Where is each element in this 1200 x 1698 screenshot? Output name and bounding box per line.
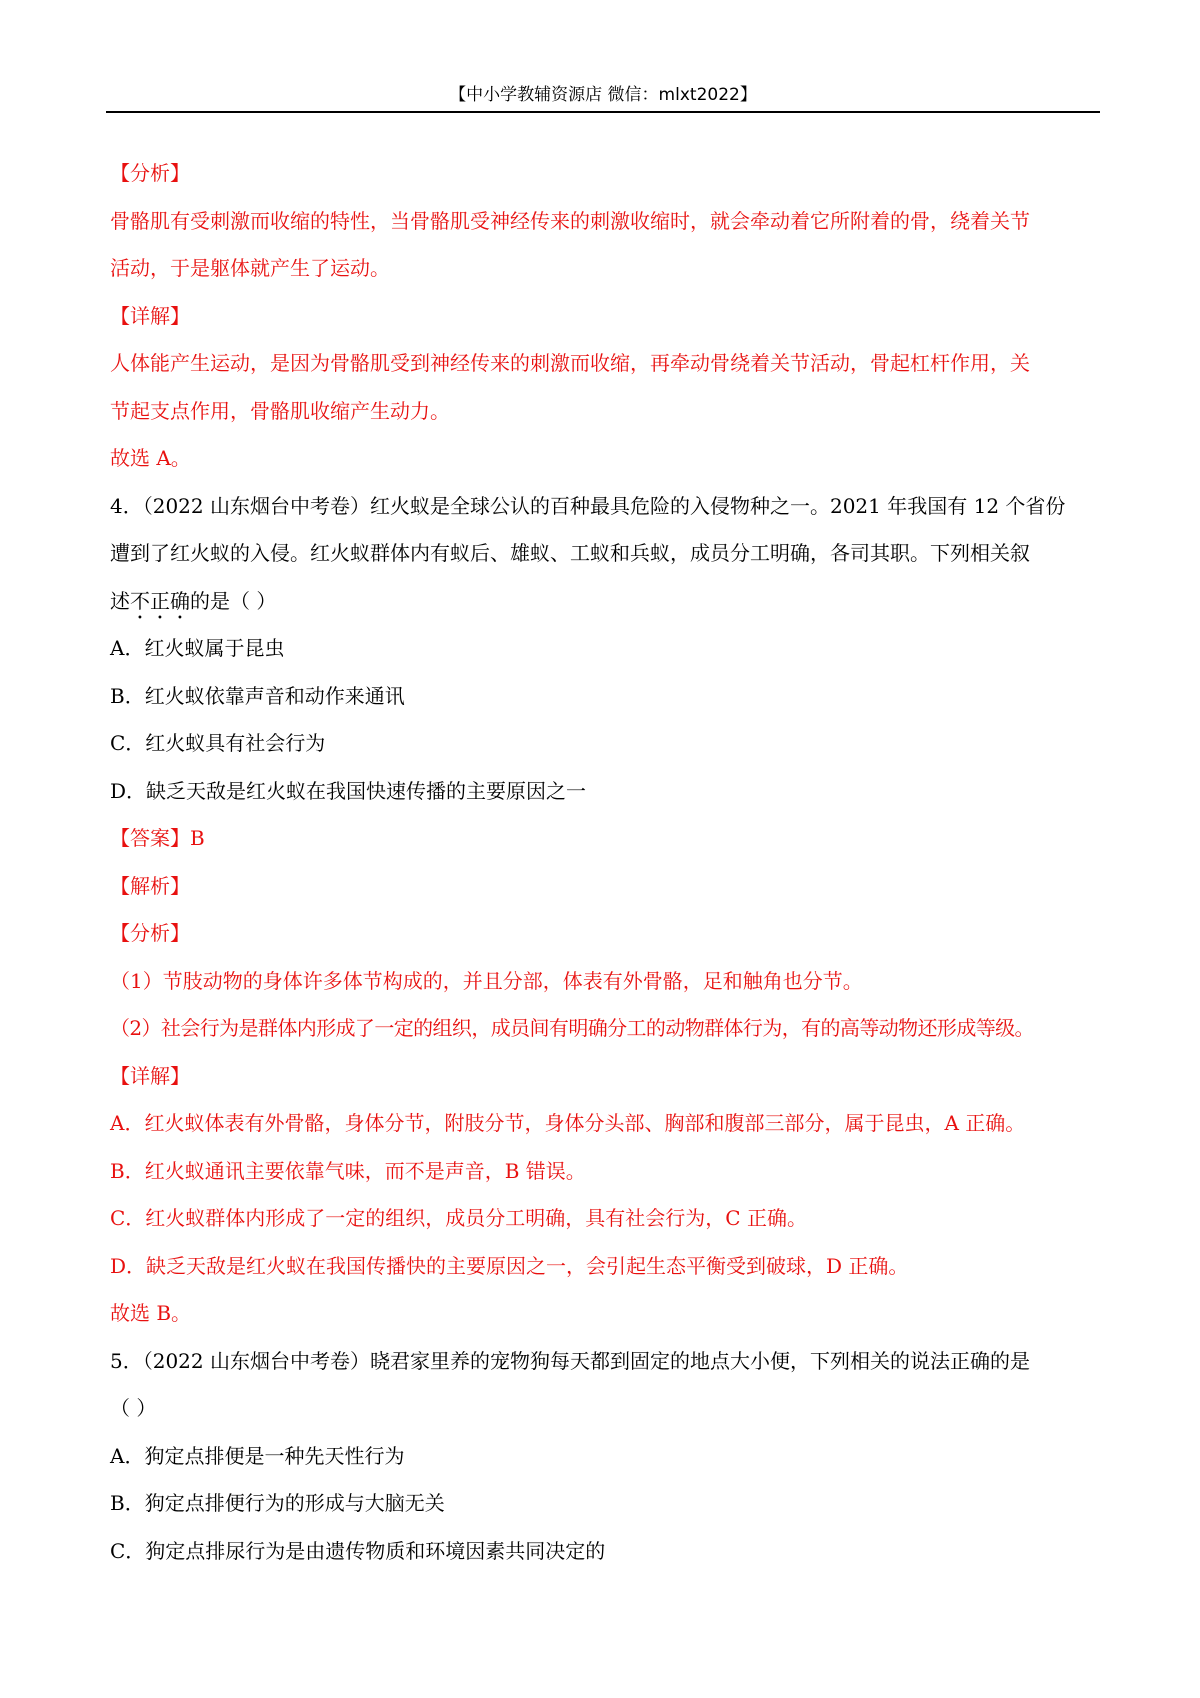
q4-detail-b: B．红火蚁通讯主要依靠气味，而不是声音，B 错误。 bbox=[110, 1158, 586, 1183]
q3-analysis-line-2: 活动，于是躯体就产生了运动。 bbox=[110, 256, 390, 280]
q4-stem-post: 的是（ ） bbox=[190, 588, 277, 613]
q5-option-b: B．狗定点排便行为的形成与大脑无关 bbox=[110, 1491, 445, 1515]
q4-option-a: A．红火蚁属于昆虫 bbox=[110, 636, 285, 660]
q4-detail-label: 【详解】 bbox=[110, 1063, 190, 1088]
q4-analysis-2: （2）社会行为是群体内形成了一定的组织，成员间有明确分工的动物群体行为，有的高等动物还形成等级。 bbox=[110, 1016, 1034, 1040]
q4-stem-line-2: 遭到了红火蚁的入侵。红火蚁群体内有蚁后、雄蚁、工蚁和兵蚁，成员分工明确，各司其职。下列相关叙 bbox=[110, 541, 1030, 565]
q4-conclusion: 故选 B。 bbox=[110, 1301, 192, 1325]
q3-analysis-label: 【分析】 bbox=[110, 161, 190, 185]
q4-answer bbox=[110, 815, 1094, 863]
q4-analysis-1: （1）节肢动物的身体许多体节构成的，并且分部，体表有外骨骼，足和触角也分节。 bbox=[110, 968, 863, 993]
q4-detail-a: A．红火蚁体表有外骨骼，身体分节，附肢分节，身体分头部、胸部和腹部三部分，属于昆虫，A 正确。 bbox=[110, 1111, 1026, 1135]
page-header: 【中小学教辅资源店 微信：mlxt2022】 bbox=[449, 85, 757, 105]
q3-detail-line-2: 节起支点作用，骨骼肌收缩产生动力。 bbox=[110, 398, 450, 423]
q3-analysis-line-1: 骨骼肌有受刺激而收缩的特性，当骨骼肌受神经传来的刺激收缩时，就会牵动着它所附着的骨，绕着关节 bbox=[110, 208, 1030, 233]
q5-stem-line-1: 5．（2022 山东烟台中考卷）晓君家里养的宠物狗每天都到固定的地点大小便，下列相关的说法正确的是 bbox=[110, 1348, 1030, 1373]
q4-option-b: B．红火蚁依靠声音和动作来通讯 bbox=[110, 683, 405, 708]
header-divider bbox=[106, 111, 1100, 113]
q4-stem-emphasis: 不正确 bbox=[130, 588, 190, 613]
q4-stem-line-3 bbox=[110, 578, 1094, 626]
q5-stem-line-2: （ ） bbox=[110, 1396, 157, 1420]
q4-answer-value: B bbox=[190, 826, 205, 850]
q4-analysis-label: 【分析】 bbox=[110, 921, 190, 945]
q4-stem-pre: 述 bbox=[110, 588, 130, 613]
q5-option-a: A．狗定点排便是一种先天性行为 bbox=[110, 1443, 405, 1468]
q4-stem-line-1: 4．（2022 山东烟台中考卷）红火蚁是全球公认的百种最具危险的入侵物种之一。2021 年我国有 12 个省份 bbox=[110, 493, 1066, 518]
q5-option-c: C．狗定点排尿行为是由遗传物质和环境因素共同决定的 bbox=[110, 1538, 606, 1563]
q4-explain-label: 【解析】 bbox=[110, 873, 190, 898]
q4-detail-d: D．缺乏天敌是红火蚁在我国传播快的主要原因之一，会引起生态平衡受到破球，D 正确。 bbox=[110, 1253, 909, 1278]
q3-conclusion: 故选 A。 bbox=[110, 446, 191, 470]
q4-option-c: C．红火蚁具有社会行为 bbox=[110, 731, 326, 755]
q3-detail-label: 【详解】 bbox=[110, 303, 190, 328]
q4-answer-label: 【答案】 bbox=[110, 826, 190, 850]
q4-detail-c: C．红火蚁群体内形成了一定的组织，成员分工明确，具有社会行为，C 正确。 bbox=[110, 1206, 807, 1230]
q3-detail-line-1: 人体能产生运动，是因为骨骼肌受到神经传来的刺激而收缩，再牵动骨绕着关节活动，骨起杠杆作用，关 bbox=[110, 351, 1030, 375]
document-body bbox=[110, 150, 1094, 1575]
q4-option-d: D．缺乏天敌是红火蚁在我国快速传播的主要原因之一 bbox=[110, 778, 587, 803]
